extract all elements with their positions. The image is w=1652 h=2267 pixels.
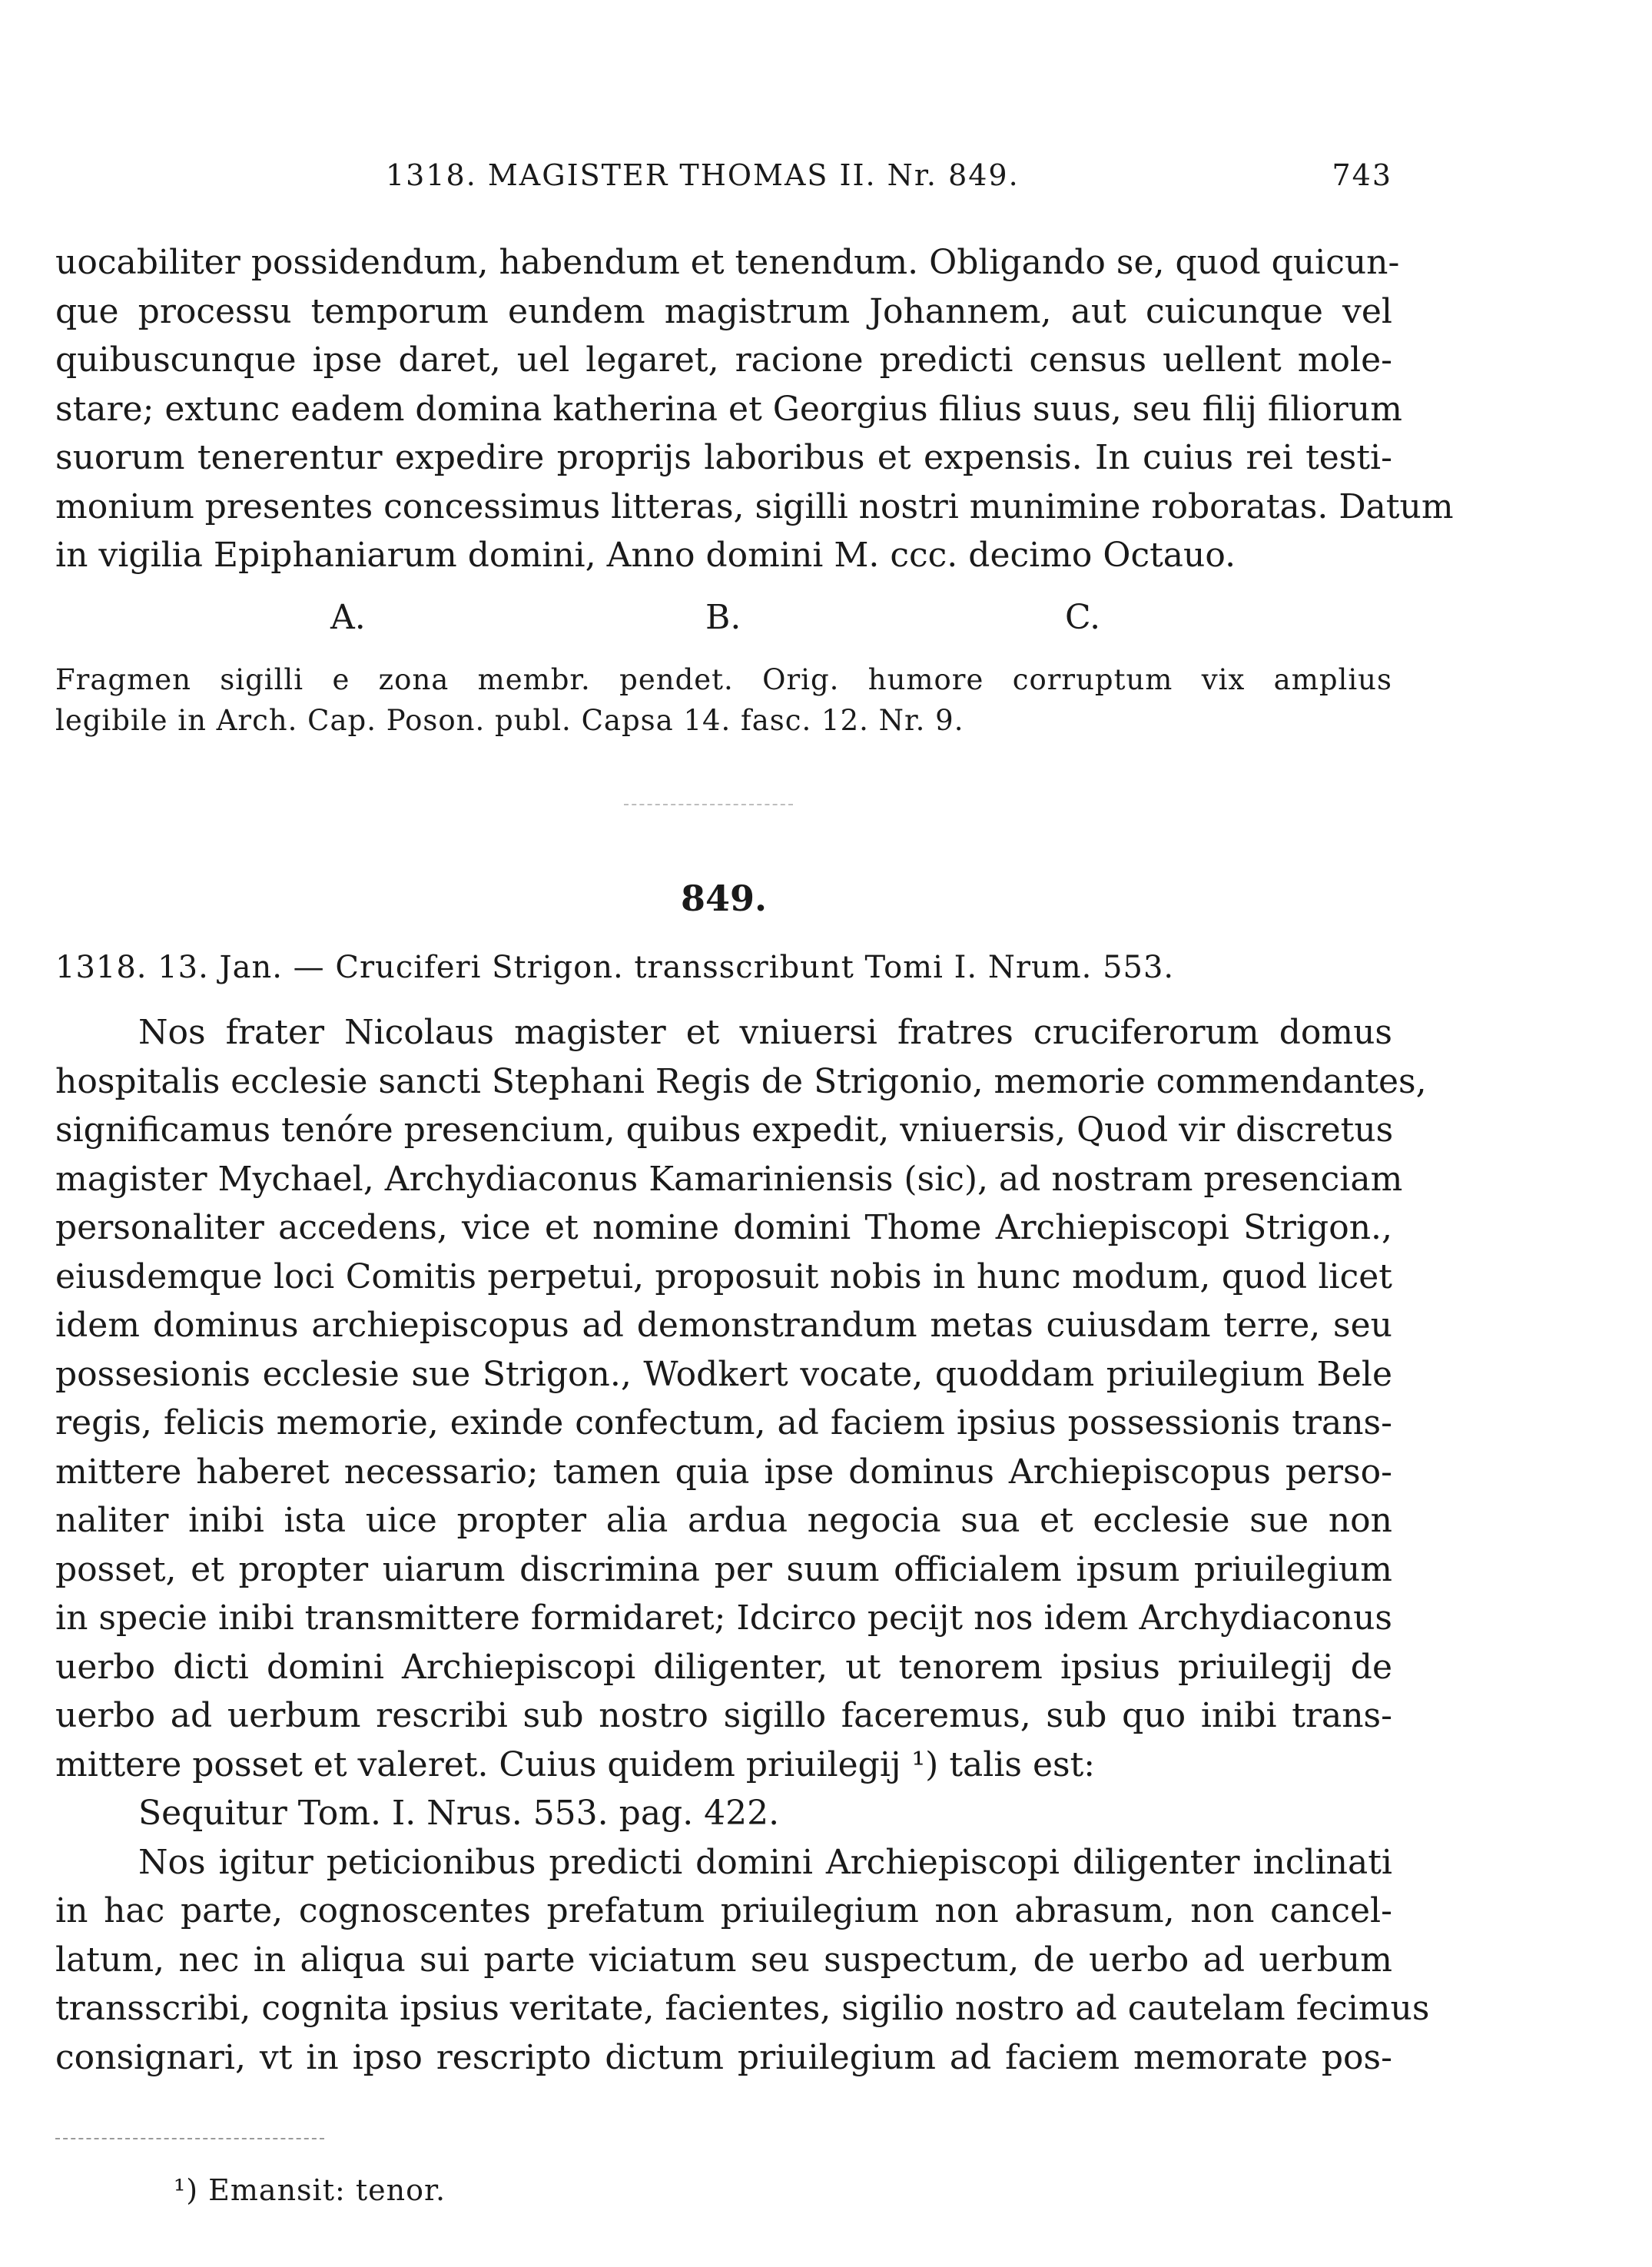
text-line: in hac parte, cognoscentes prefatum priuilegium non abrasum, non cancel- [55, 1891, 1392, 1930]
text-line: que processu temporum eundem magistrum Johannem, aut cuicunque vel [55, 291, 1392, 331]
text-line: transscribi, cognita ipsius veritate, facientes, sigilio nostro ad cautelam fecimus [55, 1989, 1430, 2028]
text-line: uerbo ad uerbum rescribi sub nostro sigillo faceremus, sub quo inibi trans- [55, 1696, 1392, 1735]
footnote-rule [55, 2138, 324, 2139]
note-line: legibile in Arch. Cap. Poson. publ. Capsa 14. fasc. 12. Nr. 9. [55, 704, 964, 737]
section-separator [624, 804, 793, 805]
page-number: 743 [1332, 158, 1392, 192]
text-line: suorum tenerentur expedire proprijs laboribus et expensis. In cuius rei testi- [55, 438, 1392, 477]
text-line: in specie inibi transmittere formidaret; Idcirco pecijt nos idem Archydiaconus [55, 1598, 1392, 1638]
text-line: magister Mychael, Archydiaconus Kamariniensis (sic), ad nostram presenciam [55, 1159, 1403, 1199]
text-line: in vigilia Epiphaniarum domini, Anno domini M. ccc. decimo Octauo. [55, 536, 1236, 575]
text-line: naliter inibi ista uice propter alia ardua negocia sua et ecclesie sue non [55, 1501, 1392, 1540]
seal-letters [55, 598, 1392, 644]
seal-letter-a: A. [330, 598, 366, 637]
text-line: quibuscunque ipse daret, uel legaret, racione predicti census uellent mole- [55, 340, 1392, 380]
text-line: posset, et propter uiarum discrimina per suum officialem ipsum priuilegium [55, 1549, 1392, 1589]
document-number: 849. [680, 878, 768, 919]
text-line: regis, felicis memorie, exinde confectum, ad faciem ipsius possessionis trans- [55, 1403, 1392, 1442]
text-line: personaliter accedens, vice et nomine domini Thome Archiepiscopi Strigon., [55, 1208, 1392, 1247]
text-line: Nos igitur peticionibus predicti domini Archiepiscopi diligenter inclinati [138, 1842, 1392, 1882]
footnote: ¹) Emansit: tenor. [174, 2173, 446, 2207]
text-line: stare; extunc eadem domina katherina et Georgius filius suus, seu filij filiorum [55, 389, 1402, 429]
text-line: significamus tenóre presencium, quibus expedit, vniuersis, Quod vir discretus [55, 1110, 1394, 1150]
document-summary: 1318. 13. Jan. — Cruciferi Strigon. transscribunt Tomi I. Nrum. 553. [55, 950, 1175, 985]
text-line: monium presentes concessimus litteras, sigilli nostri munimine roboratas. Datum [55, 486, 1454, 526]
text-line: uerbo dicti domini Archiepiscopi diligenter, ut tenorem ipsius priuilegij de [55, 1647, 1392, 1687]
document-body [55, 1008, 1430, 2082]
seal-letter-c: C. [1065, 598, 1101, 637]
text-line: mittere haberet necessario; tamen quia ipse dominus Archiepiscopus perso- [55, 1452, 1392, 1492]
archival-note [55, 659, 1392, 741]
text-line: eiusdemque loci Comitis perpetui, proposuit nobis in hunc modum, quod licet [55, 1256, 1392, 1296]
text-line: uocabiliter possidendum, habendum et tenendum. Obligando se, quod quicun- [55, 243, 1400, 282]
text-line: possesionis ecclesie sue Strigon., Wodkert vocate, quoddam priuilegium Bele [55, 1354, 1392, 1394]
previous-document-text [55, 238, 1454, 580]
text-line: Nos frater Nicolaus magister et vniuersi fratres cruciferorum domus [138, 1013, 1392, 1052]
text-line: mittere posset et valeret. Cuius quidem priuilegij ¹) talis est: [55, 1744, 1096, 1784]
text-line: latum, nec in aliqua sui parte viciatum seu suspectum, de uerbo ad uerbum [55, 1940, 1392, 1980]
running-head-title: 1318. MAGISTER THOMAS II. Nr. 849. [386, 158, 1020, 192]
seal-letter-b: B. [705, 598, 741, 637]
note-line: Fragmen sigilli e zona membr. pendet. Orig. humore corruptum vix amplius [55, 663, 1392, 696]
sequitur-line: Sequitur Tom. I. Nrus. 553. pag. 422. [138, 1794, 780, 1833]
text-line: idem dominus archiepiscopus ad demonstrandum metas cuiusdam terre, seu [55, 1306, 1392, 1345]
text-line: consignari, vt in ipso rescripto dictum priuilegium ad faciem memorate pos- [55, 2037, 1392, 2077]
text-line: hospitalis ecclesie sancti Stephani Regis de Strigonio, memorie commendantes, [55, 1061, 1427, 1101]
